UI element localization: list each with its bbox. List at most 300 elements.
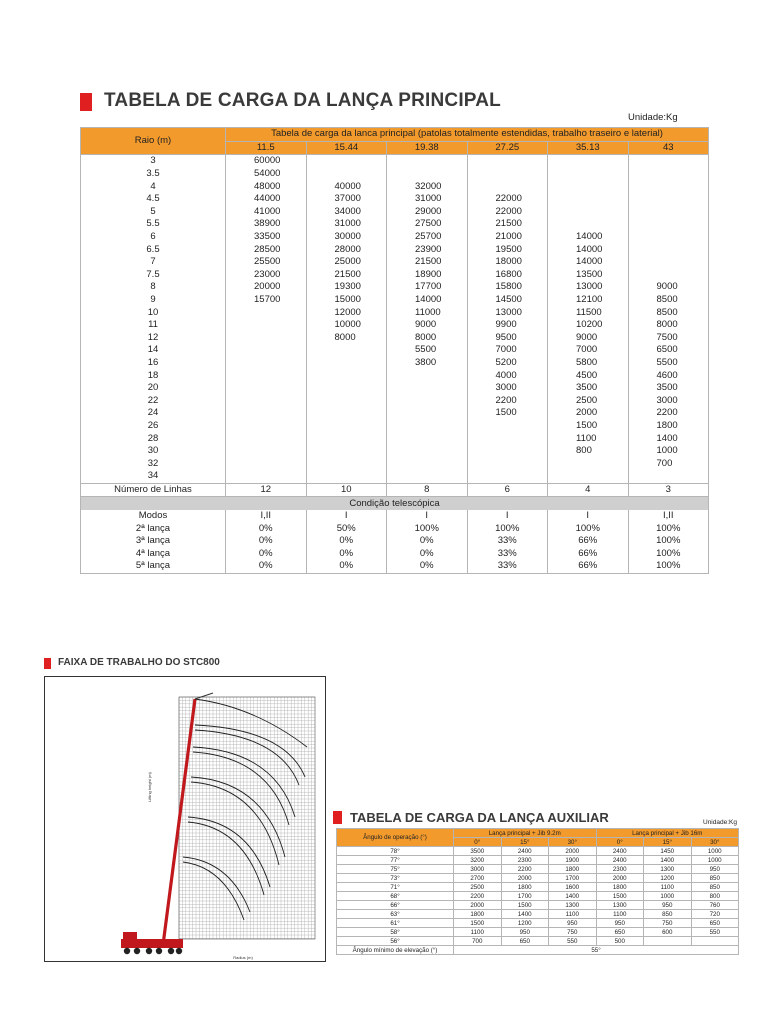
aux-load-cell: 1000: [691, 847, 739, 856]
modes-label: Modos: [81, 510, 226, 523]
load-cell: 11000: [387, 306, 468, 319]
boom-length-cell: 15.44: [306, 141, 387, 155]
load-cell: [548, 193, 629, 206]
load-cell: 9000: [628, 281, 709, 294]
aux-load-table: [336, 828, 739, 955]
section-cell: 0%: [226, 548, 307, 561]
load-cell: 8000: [306, 332, 387, 345]
load-cell: 30000: [306, 231, 387, 244]
truck-wheel: [124, 948, 130, 954]
table-row: [81, 394, 709, 407]
aux-min-value: 55°: [454, 946, 739, 955]
load-cell: 7000: [467, 344, 548, 357]
table-row: [81, 243, 709, 256]
aux-load-cell: 2400: [501, 847, 549, 856]
section-cell: 100%: [548, 522, 629, 535]
load-cell: 2200: [467, 394, 548, 407]
aux-row: [337, 937, 739, 946]
radius-cell: 28: [81, 432, 226, 445]
section-cell: 0%: [387, 548, 468, 561]
load-cell: 14000: [548, 231, 629, 244]
aux-load-cell: 2300: [596, 865, 644, 874]
load-cell: 21500: [467, 218, 548, 231]
load-cell: 8000: [387, 332, 468, 345]
radius-cell: 20: [81, 382, 226, 395]
section-cell: 0%: [387, 535, 468, 548]
aux-load-cell: 950: [691, 865, 739, 874]
boom-length-cell: 35.13: [548, 141, 629, 155]
main-title-marker: [80, 93, 92, 111]
load-cell: 21500: [306, 269, 387, 282]
aux-load-cell: 750: [644, 919, 692, 928]
section-label: 3ª lança: [81, 535, 226, 548]
load-cell: 1500: [467, 407, 548, 420]
load-cell: 12100: [548, 294, 629, 307]
aux-load-cell: 720: [691, 910, 739, 919]
load-cell: 4600: [628, 369, 709, 382]
aux-load-cell: 850: [691, 874, 739, 883]
load-cell: 13000: [467, 306, 548, 319]
load-cell: [548, 470, 629, 483]
load-cell: [226, 420, 307, 433]
aux-load-cell: 1700: [501, 892, 549, 901]
load-cell: [387, 432, 468, 445]
section-label: 5ª lança: [81, 560, 226, 573]
load-cell: [548, 206, 629, 219]
aux-group-header: Lança principal + Jib 16m: [596, 829, 739, 838]
load-cell: [467, 180, 548, 193]
unit-label: Unidade:Kg: [628, 112, 678, 123]
load-cell: [628, 168, 709, 181]
load-cell: [467, 155, 548, 168]
load-cell: 48000: [226, 180, 307, 193]
load-cell: [628, 206, 709, 219]
load-cell: [226, 457, 307, 470]
load-cell: [548, 218, 629, 231]
load-cell: [387, 445, 468, 458]
load-cell: [467, 432, 548, 445]
aux-angle-cell: 78°: [337, 847, 454, 856]
jib-line: [195, 693, 213, 699]
load-cell: 60000: [226, 155, 307, 168]
working-range-diagram: [44, 676, 326, 962]
load-cell: 13500: [548, 269, 629, 282]
radius-cell: 9: [81, 294, 226, 307]
aux-angle-header: Ângulo de operação (°): [337, 829, 454, 847]
load-cell: 1800: [628, 420, 709, 433]
load-cell: 32000: [387, 180, 468, 193]
load-cell: 9000: [387, 319, 468, 332]
aux-angle-cell: 61°: [337, 919, 454, 928]
load-cell: [387, 394, 468, 407]
aux-load-cell: 500: [596, 937, 644, 946]
mode-cell: I,II: [628, 510, 709, 523]
load-cell: 11500: [548, 306, 629, 319]
section-row: [81, 548, 709, 561]
radius-cell: 6.5: [81, 243, 226, 256]
section-cell: 50%: [306, 522, 387, 535]
load-cell: [306, 394, 387, 407]
boom-length-cell: 43: [628, 141, 709, 155]
section-cell: 33%: [467, 560, 548, 573]
load-cell: 1500: [548, 420, 629, 433]
aux-row: [337, 910, 739, 919]
aux-load-cell: 650: [596, 928, 644, 937]
load-cell: 6500: [628, 344, 709, 357]
load-cell: 8000: [628, 319, 709, 332]
load-cell: [306, 432, 387, 445]
load-cell: [628, 243, 709, 256]
aux-load-cell: 2400: [596, 847, 644, 856]
load-cell: 19300: [306, 281, 387, 294]
aux-angle-cell: 77°: [337, 856, 454, 865]
load-cell: [387, 457, 468, 470]
load-cell: 800: [548, 445, 629, 458]
aux-load-cell: 2300: [501, 856, 549, 865]
radius-cell: 14: [81, 344, 226, 357]
table-row: [81, 231, 709, 244]
load-cell: [467, 445, 548, 458]
load-cell: 29000: [387, 206, 468, 219]
truck-wheel: [146, 948, 152, 954]
load-cell: [548, 155, 629, 168]
range-chart-title: FAIXA DE TRABALHO DO STC800: [58, 657, 220, 668]
load-cell: 28500: [226, 243, 307, 256]
aux-offset-cell: 0°: [596, 838, 644, 847]
table-row: [81, 369, 709, 382]
load-cell: [226, 407, 307, 420]
aux-load-cell: 1300: [596, 901, 644, 910]
table-row: [81, 269, 709, 282]
aux-table-title: TABELA DE CARGA DA LANÇA AUXILIAR: [350, 810, 609, 825]
load-cell: [387, 168, 468, 181]
page-title: TABELA DE CARGA DA LANÇA PRINCIPAL: [104, 90, 501, 111]
table-row: [81, 168, 709, 181]
aux-offset-cell: 15°: [501, 838, 549, 847]
aux-load-cell: 650: [691, 919, 739, 928]
load-cell: 3800: [387, 357, 468, 370]
load-cell: 23000: [226, 269, 307, 282]
aux-load-cell: 550: [691, 928, 739, 937]
radius-cell: 11: [81, 319, 226, 332]
modes-row: [81, 510, 709, 523]
aux-load-cell: 760: [691, 901, 739, 910]
aux-load-cell: 650: [501, 937, 549, 946]
lines-cell: 6: [467, 483, 548, 497]
section-row: [81, 522, 709, 535]
load-cell: [306, 407, 387, 420]
load-cell: 14000: [548, 243, 629, 256]
load-cell: 3000: [628, 394, 709, 407]
radius-cell: 30: [81, 445, 226, 458]
load-cell: [467, 457, 548, 470]
section-cell: 66%: [548, 535, 629, 548]
table-caption: Tabela de carga da lanca principal (patolas totalmente estendidas, trabalho traseiro e laterial): [226, 128, 709, 142]
load-curve: [193, 752, 289, 825]
aux-load-cell: [691, 937, 739, 946]
load-cell: 7000: [548, 344, 629, 357]
load-cell: 38900: [226, 218, 307, 231]
section-label: 2ª lança: [81, 522, 226, 535]
lines-cell: 8: [387, 483, 468, 497]
table-row: [81, 155, 709, 168]
load-cell: 21000: [467, 231, 548, 244]
table-row: [81, 457, 709, 470]
table-row: [81, 407, 709, 420]
load-cell: 7500: [628, 332, 709, 345]
boom-length-cell: 19.38: [387, 141, 468, 155]
section-cell: 66%: [548, 560, 629, 573]
radius-cell: 5: [81, 206, 226, 219]
aux-angle-cell: 68°: [337, 892, 454, 901]
load-cell: 9000: [548, 332, 629, 345]
aux-load-cell: 1500: [596, 892, 644, 901]
load-cell: 25500: [226, 256, 307, 269]
aux-load-cell: 1700: [549, 874, 597, 883]
aux-angle-cell: 75°: [337, 865, 454, 874]
load-cell: [226, 432, 307, 445]
aux-load-cell: 850: [644, 910, 692, 919]
load-cell: 44000: [226, 193, 307, 206]
load-cell: 5200: [467, 357, 548, 370]
table-row: [81, 281, 709, 294]
load-curve: [195, 699, 307, 747]
aux-load-cell: 2000: [501, 874, 549, 883]
load-cell: 54000: [226, 168, 307, 181]
aux-load-cell: 3000: [454, 865, 502, 874]
load-cell: [548, 457, 629, 470]
load-cell: 37000: [306, 193, 387, 206]
section-row: [81, 560, 709, 573]
load-cell: 1000: [628, 445, 709, 458]
section-label: 4ª lança: [81, 548, 226, 561]
load-cell: 14500: [467, 294, 548, 307]
radius-cell: 16: [81, 357, 226, 370]
load-cell: 15000: [306, 294, 387, 307]
section-cell: 0%: [306, 535, 387, 548]
table-row: [81, 206, 709, 219]
load-cell: 25000: [306, 256, 387, 269]
aux-load-cell: 950: [596, 919, 644, 928]
telescopic-row: [81, 497, 709, 510]
load-cell: 27500: [387, 218, 468, 231]
load-cell: 8500: [628, 294, 709, 307]
load-cell: [306, 470, 387, 483]
table-row: [81, 470, 709, 483]
load-cell: 5800: [548, 357, 629, 370]
radius-cell: 3: [81, 155, 226, 168]
load-cell: [628, 470, 709, 483]
load-cell: [226, 382, 307, 395]
load-cell: [306, 168, 387, 181]
aux-load-cell: 550: [549, 937, 597, 946]
aux-load-cell: 950: [644, 901, 692, 910]
load-cell: 2000: [548, 407, 629, 420]
aux-group-header: Lança principal + Jib 9.2m: [454, 829, 597, 838]
working-range-chart: [45, 677, 325, 961]
load-cell: [226, 319, 307, 332]
load-cell: [467, 420, 548, 433]
load-cell: 3000: [467, 382, 548, 395]
aux-unit-label: Unidade:Kg: [703, 819, 737, 826]
load-cell: 22000: [467, 206, 548, 219]
section-cell: 0%: [387, 560, 468, 573]
aux-offset-cell: 0°: [454, 838, 502, 847]
radius-cell: 24: [81, 407, 226, 420]
load-cell: 10200: [548, 319, 629, 332]
aux-load-cell: 1500: [501, 901, 549, 910]
truck-wheel: [156, 948, 162, 954]
aux-load-cell: 2000: [549, 847, 597, 856]
load-cell: 3500: [628, 382, 709, 395]
truck-wheel: [168, 948, 174, 954]
aux-load-cell: 1900: [549, 856, 597, 865]
lines-cell: 4: [548, 483, 629, 497]
load-cell: [226, 394, 307, 407]
radius-cell: 32: [81, 457, 226, 470]
radius-cell: 4: [81, 180, 226, 193]
section-cell: 0%: [306, 548, 387, 561]
aux-load-cell: 1300: [644, 865, 692, 874]
load-cell: [467, 168, 548, 181]
section-cell: 100%: [628, 548, 709, 561]
load-cell: 25700: [387, 231, 468, 244]
load-cell: [306, 445, 387, 458]
load-cell: 31000: [306, 218, 387, 231]
radius-cell: 10: [81, 306, 226, 319]
lines-row: [81, 483, 709, 497]
aux-load-cell: 1500: [454, 919, 502, 928]
range-title-marker: [44, 658, 51, 669]
radius-cell: 4.5: [81, 193, 226, 206]
aux-row: [337, 928, 739, 937]
section-cell: 100%: [628, 535, 709, 548]
load-cell: [226, 306, 307, 319]
aux-load-cell: 700: [454, 937, 502, 946]
table-row: [81, 332, 709, 345]
section-cell: 100%: [628, 522, 709, 535]
boom-length-cell: 27.25: [467, 141, 548, 155]
section-cell: 0%: [306, 560, 387, 573]
section-cell: 33%: [467, 535, 548, 548]
load-cell: [628, 155, 709, 168]
table-row: [81, 319, 709, 332]
load-cell: 40000: [306, 180, 387, 193]
truck-wheel: [134, 948, 140, 954]
load-cell: 2200: [628, 407, 709, 420]
section-cell: 100%: [628, 560, 709, 573]
load-cell: 1400: [628, 432, 709, 445]
truck-cab: [123, 932, 137, 940]
section-cell: 100%: [387, 522, 468, 535]
aux-load-cell: 1800: [501, 883, 549, 892]
load-cell: 14000: [387, 294, 468, 307]
load-cell: 4500: [548, 369, 629, 382]
radius-cell: 7: [81, 256, 226, 269]
load-cell: [226, 369, 307, 382]
table-row: [81, 294, 709, 307]
radius-cell: 3.5: [81, 168, 226, 181]
radius-cell: 8: [81, 281, 226, 294]
load-cell: 5500: [387, 344, 468, 357]
aux-load-cell: 850: [691, 883, 739, 892]
aux-angle-cell: 56°: [337, 937, 454, 946]
aux-load-cell: 600: [644, 928, 692, 937]
aux-load-cell: 1100: [644, 883, 692, 892]
aux-load-cell: 2000: [454, 901, 502, 910]
load-cell: 18900: [387, 269, 468, 282]
load-cell: 20000: [226, 281, 307, 294]
radius-cell: 34: [81, 470, 226, 483]
mode-cell: I: [467, 510, 548, 523]
load-cell: [226, 332, 307, 345]
aux-row: [337, 856, 739, 865]
aux-row: [337, 874, 739, 883]
mode-cell: I,II: [226, 510, 307, 523]
aux-load-cell: 1800: [596, 883, 644, 892]
section-cell: 0%: [226, 560, 307, 573]
load-cell: [306, 369, 387, 382]
section-cell: 0%: [226, 535, 307, 548]
load-cell: [628, 256, 709, 269]
load-cell: [226, 470, 307, 483]
radius-cell: 5.5: [81, 218, 226, 231]
aux-offset-cell: 30°: [691, 838, 739, 847]
section-row: [81, 535, 709, 548]
load-cell: [387, 369, 468, 382]
load-cell: 3500: [548, 382, 629, 395]
load-cell: [467, 470, 548, 483]
aux-row: [337, 901, 739, 910]
aux-load-cell: 950: [501, 928, 549, 937]
load-cell: 700: [628, 457, 709, 470]
table-row: [81, 382, 709, 395]
aux-load-cell: 1000: [644, 892, 692, 901]
aux-group-row: [337, 829, 739, 838]
aux-min-label: Ângulo mínimo de elevação (°): [337, 946, 454, 955]
aux-load-cell: 3200: [454, 856, 502, 865]
aux-load-cell: 2200: [501, 865, 549, 874]
aux-load-cell: 1450: [644, 847, 692, 856]
load-cell: [628, 269, 709, 282]
telescopic-label: Condição telescópica: [81, 497, 709, 510]
load-cell: 15800: [467, 281, 548, 294]
load-cell: 33500: [226, 231, 307, 244]
load-cell: 23900: [387, 243, 468, 256]
table-row: [81, 218, 709, 231]
table-row: [81, 344, 709, 357]
boom-length-cell: 11.5: [226, 141, 307, 155]
load-cell: 4000: [467, 369, 548, 382]
load-cell: [387, 155, 468, 168]
load-cell: 9900: [467, 319, 548, 332]
load-cell: [306, 457, 387, 470]
load-cell: [387, 470, 468, 483]
load-cell: [226, 344, 307, 357]
truck-wheel: [176, 948, 182, 954]
aux-load-cell: 1100: [596, 910, 644, 919]
aux-load-cell: 1300: [549, 901, 597, 910]
radius-cell: 18: [81, 369, 226, 382]
load-cell: [628, 218, 709, 231]
aux-offset-cell: 15°: [644, 838, 692, 847]
aux-load-cell: 1100: [549, 910, 597, 919]
table-row: [81, 445, 709, 458]
aux-angle-cell: 73°: [337, 874, 454, 883]
section-cell: 100%: [467, 522, 548, 535]
load-cell: 21500: [387, 256, 468, 269]
aux-load-cell: 3500: [454, 847, 502, 856]
